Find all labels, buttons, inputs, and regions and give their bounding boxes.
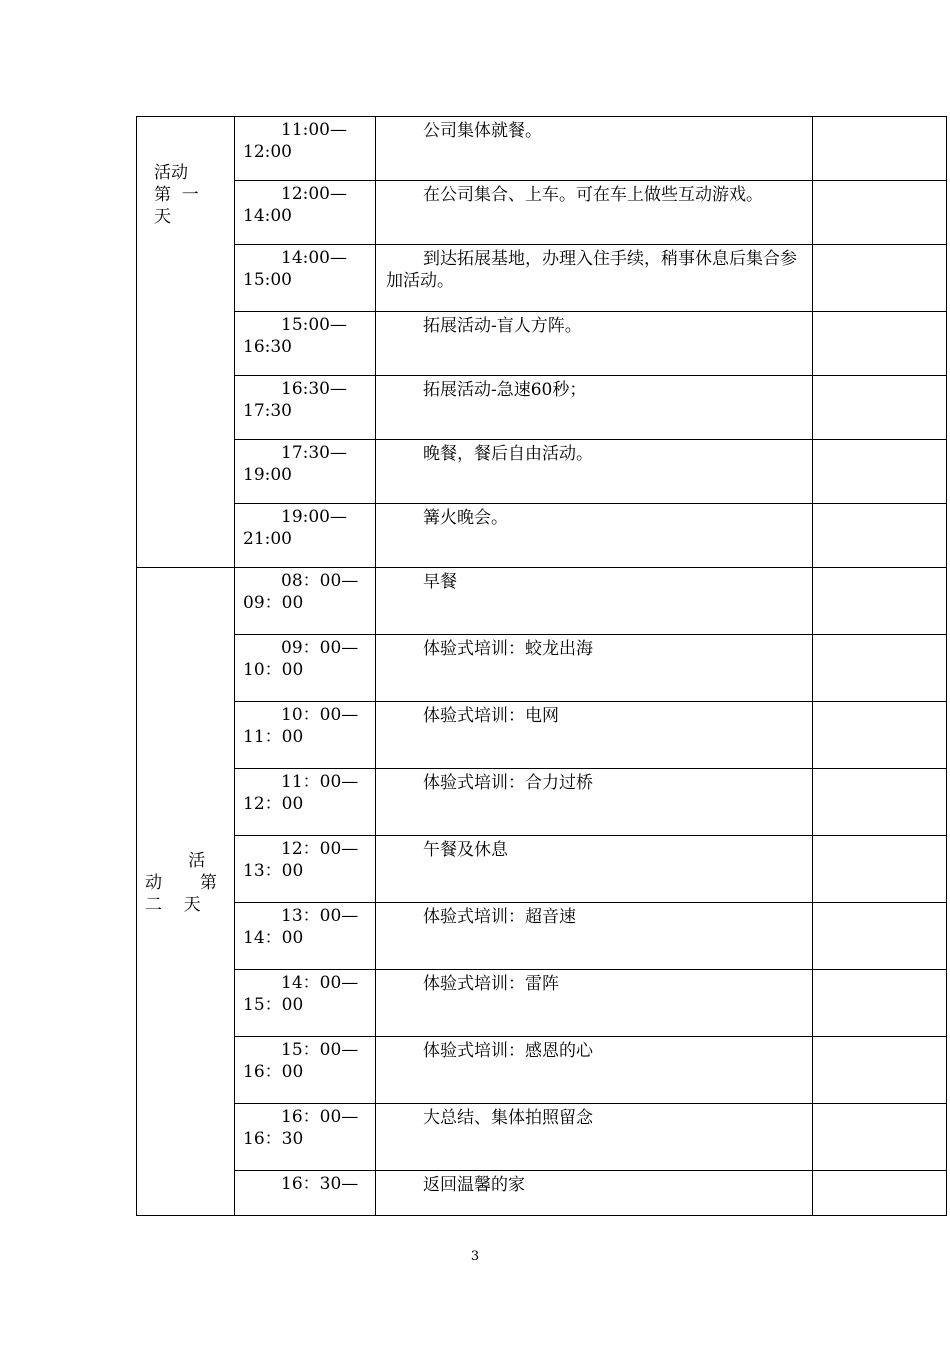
schedule-row — [137, 312, 947, 376]
schedule-row — [137, 1104, 947, 1171]
time-start: 19:00— — [281, 507, 347, 527]
time-cell — [235, 769, 376, 836]
activity-text: 拓展活动-盲人方阵。 — [423, 316, 582, 336]
activity-cell — [376, 376, 813, 440]
time-end: 16:30 — [243, 337, 292, 357]
time-start: 14：00— — [281, 973, 359, 993]
schedule-row — [137, 970, 947, 1037]
page-number: 3 — [470, 1249, 480, 1264]
activity-text: 在公司集合、上车。可在车上做些互动游戏。 — [423, 185, 763, 205]
activity-text: 体验式培训：超音速 — [423, 907, 576, 927]
activity-text: 早餐 — [423, 572, 457, 592]
day1-label — [154, 162, 214, 228]
activity-cell — [376, 836, 813, 903]
schedule-row — [137, 568, 947, 635]
schedule-row — [137, 504, 947, 568]
activity-text: 体验式培训：合力过桥 — [423, 773, 593, 793]
activity-cell — [376, 903, 813, 970]
schedule-row — [137, 440, 947, 504]
time-cell — [235, 903, 376, 970]
schedule-row — [137, 245, 947, 312]
note-cell — [813, 1171, 947, 1216]
note-cell — [813, 312, 947, 376]
time-end: 15：00 — [243, 995, 304, 1015]
time-start: 11:00— — [281, 120, 347, 140]
activity-text: 体验式培训：感恩的心 — [423, 1041, 593, 1061]
time-cell — [235, 635, 376, 702]
note-cell — [813, 702, 947, 769]
note-cell — [813, 568, 947, 635]
note-cell — [813, 1104, 947, 1171]
time-start: 16：00— — [281, 1107, 359, 1127]
time-end: 12：00 — [243, 794, 304, 814]
note-cell — [813, 836, 947, 903]
note-cell — [813, 504, 947, 568]
activity-text: 体验式培训：蛟龙出海 — [423, 639, 593, 659]
time-end: 09：00 — [243, 593, 304, 613]
time-start: 15：00— — [281, 1040, 359, 1060]
note-cell — [813, 970, 947, 1037]
activity-cell — [376, 1104, 813, 1171]
schedule-body — [137, 117, 947, 1216]
activity-cell — [376, 1171, 813, 1216]
note-cell — [813, 635, 947, 702]
time-end: 15:00 — [243, 270, 292, 290]
day-label-line: 活 — [145, 851, 206, 871]
schedule-row — [137, 1171, 947, 1216]
activity-cell — [376, 181, 813, 245]
time-cell — [235, 568, 376, 635]
time-start: 08：00— — [281, 571, 359, 591]
day-label-line: 动 第 — [145, 873, 217, 893]
schedule-row — [137, 836, 947, 903]
time-end: 17:30 — [243, 401, 292, 421]
time-start: 11：00— — [281, 772, 359, 792]
note-cell — [813, 117, 947, 181]
time-cell — [235, 1171, 376, 1216]
time-start: 16:30— — [281, 379, 347, 399]
activity-text: 体验式培训：雷阵 — [423, 974, 559, 994]
day-label-line: 第 一 — [154, 185, 199, 205]
time-cell — [235, 970, 376, 1037]
time-cell — [235, 1104, 376, 1171]
schedule-row — [137, 769, 947, 836]
time-end: 14:00 — [243, 206, 292, 226]
time-cell — [235, 440, 376, 504]
time-cell — [235, 702, 376, 769]
time-start: 10：00— — [281, 705, 359, 725]
note-cell — [813, 376, 947, 440]
time-cell — [235, 376, 376, 440]
activity-text: 大总结、集体拍照留念 — [423, 1108, 593, 1128]
activity-cell — [376, 245, 813, 312]
time-end: 19:00 — [243, 465, 292, 485]
time-start: 12：00— — [281, 839, 359, 859]
activity-text: 拓展活动-急速60秒； — [423, 380, 587, 400]
time-end: 21:00 — [243, 529, 292, 549]
time-start: 15:00— — [281, 315, 347, 335]
time-end: 16：30 — [243, 1129, 304, 1149]
activity-cell — [376, 1037, 813, 1104]
time-cell — [235, 117, 376, 181]
time-cell — [235, 1037, 376, 1104]
day-label-line: 天 — [154, 207, 171, 227]
note-cell — [813, 245, 947, 312]
day-label-line: 二 天 — [145, 895, 201, 915]
time-start: 09：00— — [281, 638, 359, 658]
time-end: 13：00 — [243, 861, 304, 881]
note-cell — [813, 1037, 947, 1104]
day2-label — [145, 850, 231, 916]
schedule-row — [137, 117, 947, 181]
activity-cell — [376, 702, 813, 769]
time-end: 10：00 — [243, 660, 304, 680]
activity-cell — [376, 440, 813, 504]
time-cell — [235, 836, 376, 903]
time-cell — [235, 312, 376, 376]
time-start: 17:30— — [281, 443, 347, 463]
note-cell — [813, 181, 947, 245]
activity-text: 午餐及休息 — [423, 840, 508, 860]
time-end: 12:00 — [243, 142, 292, 162]
activity-cell — [376, 769, 813, 836]
activity-cell — [376, 117, 813, 181]
activity-cell — [376, 970, 813, 1037]
note-cell — [813, 769, 947, 836]
time-cell — [235, 245, 376, 312]
schedule-table — [136, 116, 947, 1216]
activity-text: 到达拓展基地，办理入住手续，稍事休息后集合参加活动。 — [386, 249, 797, 291]
time-cell — [235, 181, 376, 245]
activity-cell — [376, 568, 813, 635]
time-start: 16：30— — [281, 1174, 359, 1194]
activity-text: 返回温馨的家 — [423, 1175, 525, 1195]
activity-text: 体验式培训：电网 — [423, 706, 559, 726]
activity-cell — [376, 635, 813, 702]
schedule-row — [137, 903, 947, 970]
note-cell — [813, 903, 947, 970]
time-end: 14：00 — [243, 928, 304, 948]
day-label-line: 活动 — [154, 163, 188, 183]
activity-cell — [376, 504, 813, 568]
day1-label-cell — [137, 117, 235, 568]
activity-cell — [376, 312, 813, 376]
note-cell — [813, 440, 947, 504]
schedule-row — [137, 702, 947, 769]
schedule-row — [137, 1037, 947, 1104]
day2-label-cell — [137, 568, 235, 1216]
time-end: 16：00 — [243, 1062, 304, 1082]
activity-text: 公司集体就餐。 — [423, 121, 542, 141]
time-end: 11：00 — [243, 727, 304, 747]
time-cell — [235, 504, 376, 568]
time-start: 13：00— — [281, 906, 359, 926]
schedule-row — [137, 376, 947, 440]
schedule-row — [137, 181, 947, 245]
schedule-row — [137, 635, 947, 702]
activity-text: 晚餐，餐后自由活动。 — [423, 444, 593, 464]
time-start: 12:00— — [281, 184, 347, 204]
activity-text: 篝火晚会。 — [423, 508, 508, 528]
time-start: 14:00— — [281, 248, 347, 268]
